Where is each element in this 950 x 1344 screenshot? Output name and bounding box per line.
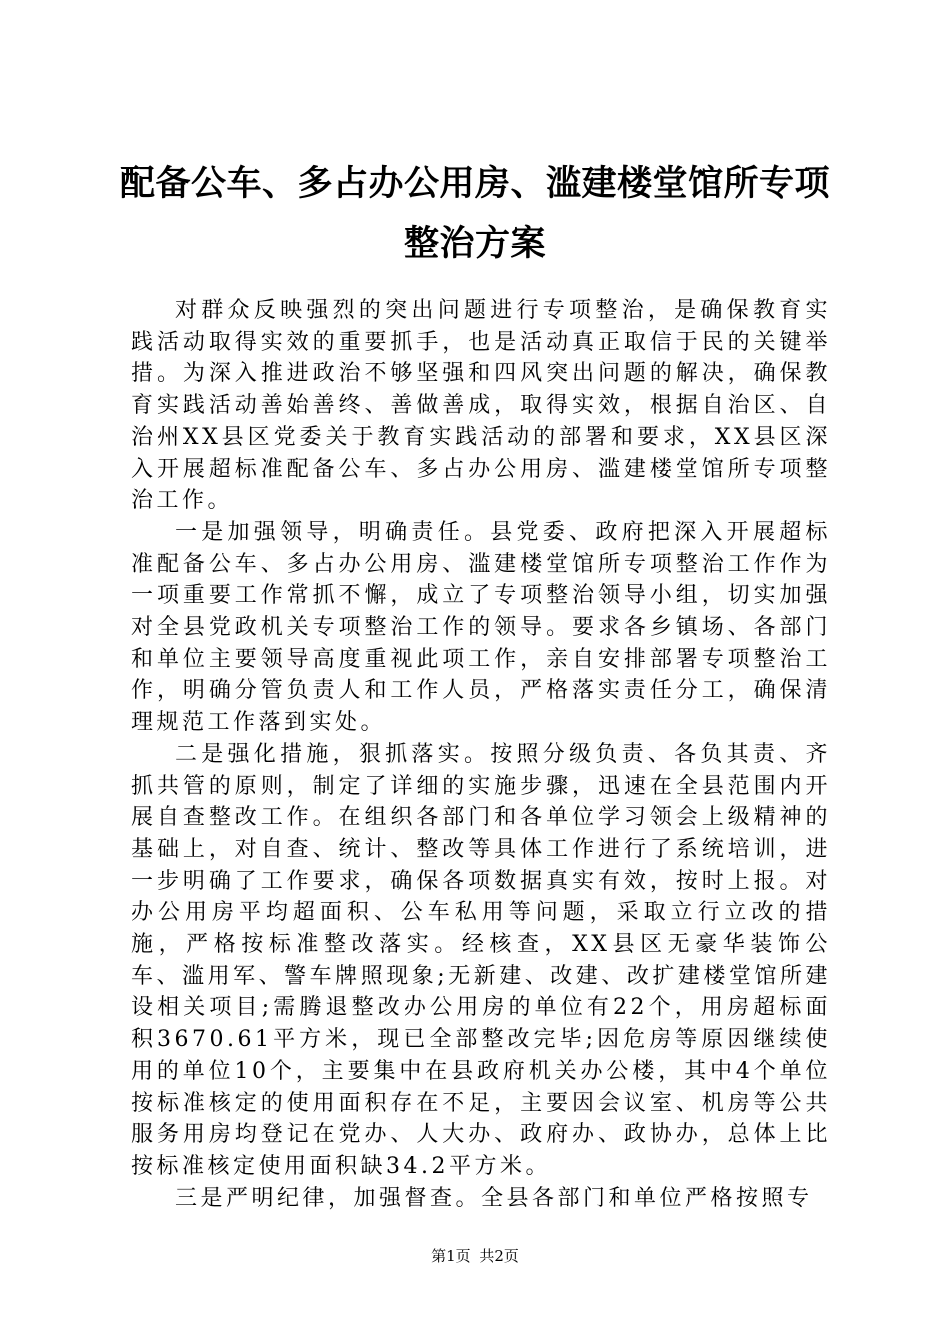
paragraph-discipline: 三是严明纪律，加强督查。全县各部门和单位严格按照专	[175, 1185, 813, 1211]
page-number-footer: 第1页 共2页	[431, 1247, 519, 1265]
paragraph-measures: 二是强化措施，狠抓落实。按照分级负责、各负其责、齐抓共管的原则，制定了详细的实施步骤，迅速在全县范围内开展自查整改工作。在组织各部门和各单位学习领会上级精神的基础上，对自查、统计、整改等具体工作进行了系统培训，进一步明确了工作要求，确保各项数据真实有效，按时上报。对办公用房平均超面积、公车私用等问题，采取立行立改的措施，严格按标准整改落实。经核查，XX县区无豪华装饰公车、滥用军、警车牌照现象;无新建、改建、改扩建楼堂馆所建设相关项目;需腾退整改办公用房的单位有22个，用房超标面积3670.61平方米，现已全部整改完毕;因危房等原因继续使用的单位10个，主要集中在县政府机关办公楼，其中4个单位按标准核定的使用面积存在不足，主要因会议室、机房等公共服务用房均登记在党办、人大办、政府办、政协办，总体上比按标准核定使用面积缺34.2平方米。	[131, 741, 831, 1179]
paragraph-intro: 对群众反映强烈的突出问题进行专项整治，是确保教育实践活动取得实效的重要抓手，也是活动真正取信于民的关键举措。为深入推进政治不够坚强和四风突出问题的解决，确保教育实践活动善始善终、善做善成，取得实效，根据自治区、自治州XX县区党委关于教育实践活动的部署和要求，XX县区深入开展超标准配备公车、多占办公用房、滥建楼堂馆所专项整治工作。	[131, 298, 831, 514]
document-title-line-2: 整治方案	[403, 223, 546, 264]
paragraph-leadership: 一是加强领导，明确责任。县党委、政府把深入开展超标准配备公车、多占办公用房、滥建楼堂馆所专项整治工作作为一项重要工作常抓不懈，成立了专项整治领导小组，切实加强对全县党政机关专项整治工作的领导。要求各乡镇场、各部门和单位主要领导高度重视此项工作，亲自安排部署专项整治工作，明确分管负责人和工作人员，严格落实责任分工，确保清理规范工作落到实处。	[131, 519, 831, 736]
document-body	[131, 295, 831, 1214]
document-title-line-1: 配备公车、多占办公用房、滥建楼堂馆所专项	[119, 163, 830, 204]
